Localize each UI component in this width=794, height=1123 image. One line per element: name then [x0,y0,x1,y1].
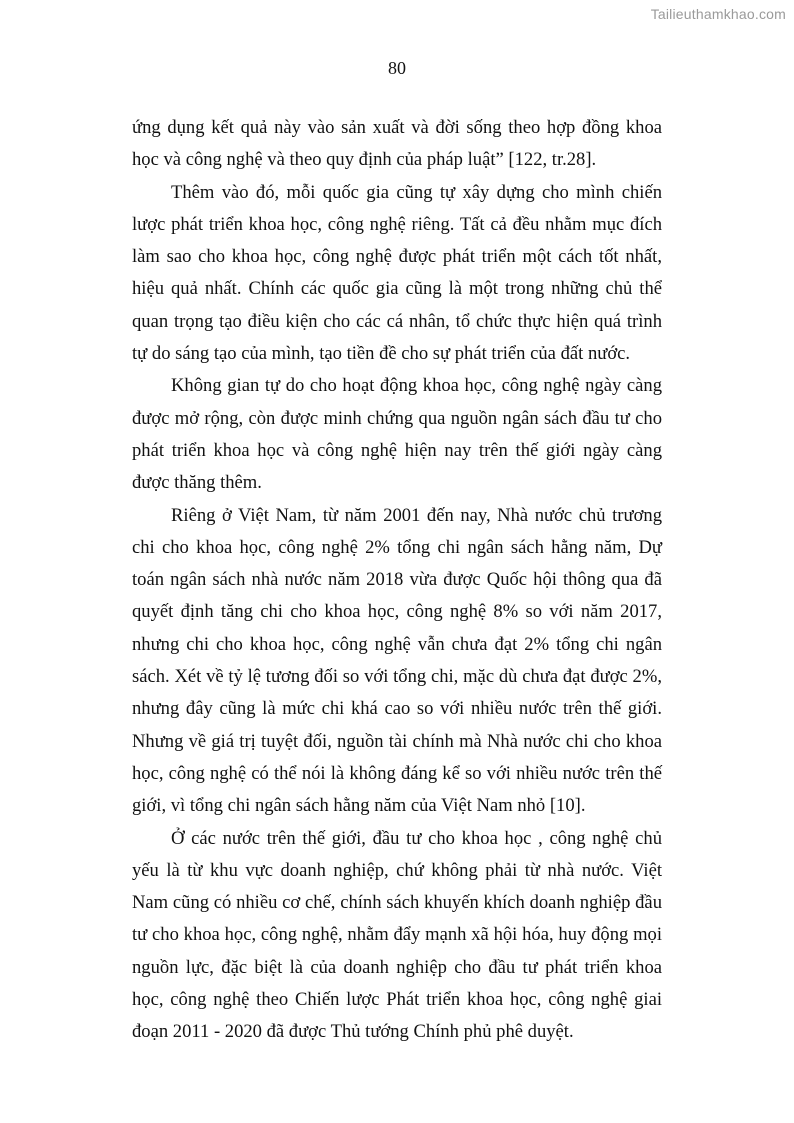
page-number: 80 [388,58,406,78]
paragraph-1: ứng dụng kết quả này vào sản xuất và đời sống theo hợp đồng khoa học và công nghệ và theo quy định của pháp luật” [122, tr.28]. [132,117,662,171]
document-body [132,112,662,1049]
watermark-text: Tailieuthamkhao.com [650,6,786,22]
paragraph-4: Riêng ở Việt Nam, từ năm 2001 đến nay, Nhà nước chủ trương chi cho khoa học, công nghệ 2% tổng chi ngân sách hằng năm, Dự toán ngân sách nhà nước năm 2018 vừa được Quốc hội thông qua đã quyết định tăng chi cho khoa học, công nghệ 8% so với năm 2017, nhưng chi cho khoa học, công nghệ vẫn chưa đạt 2% tổng chi ngân sách. Xét về tỷ lệ tương đối so với tổng chi, mặc dù chưa đạt được 2%, nhưng đây cũng là mức chi khá cao so với nhiều nước trên thế giới. Nhưng về giá trị tuyệt đối, nguồn tài chính mà Nhà nước chi cho khoa học, công nghệ có thể nói là không đáng kể so với nhiều nước trên thế giới, vì tổng chi ngân sách hằng năm của Việt Nam nhỏ [10]. [132,504,662,817]
paragraph-5: Ở các nước trên thế giới, đầu tư cho khoa học , công nghệ chủ yếu là từ khu vực doanh nghiệp, chứ không phải từ nhà nước. Việt Nam cũng có nhiều cơ chế, chính sách khuyến khích doanh nghiệp đầu tư cho khoa học, công nghệ, nhằm đẩy mạnh xã hội hóa, huy động mọi nguồn lực, đặc biệt là của doanh nghiệp cho đầu tư phát triển khoa học, công nghệ theo Chiến lược Phát triển khoa học, công nghệ giai đoạn 2011 - 2020 đã được Thủ tướng Chính phủ phê duyệt. [132,827,662,1043]
paragraph-2: Thêm vào đó, mỗi quốc gia cũng tự xây dựng cho mình chiến lược phát triển khoa học, công nghệ riêng. Tất cả đều nhằm mục đích làm sao cho khoa học, công nghệ được phát triển một cách tốt nhất, hiệu quả nhất. Chính các quốc gia cũng là một trong những chủ thể quan trọng tạo điều kiện cho các cá nhân, tổ chức thực hiện quá trình tự do sáng tạo của mình, tạo tiền đề cho sự phát triển của đất nước. [132,181,662,365]
paragraph-3: Không gian tự do cho hoạt động khoa học, công nghệ ngày càng được mở rộng, còn được minh chứng qua nguồn ngân sách đầu tư cho phát triển khoa học và công nghệ hiện nay trên thế giới ngày càng được thăng thêm. [132,375,662,494]
